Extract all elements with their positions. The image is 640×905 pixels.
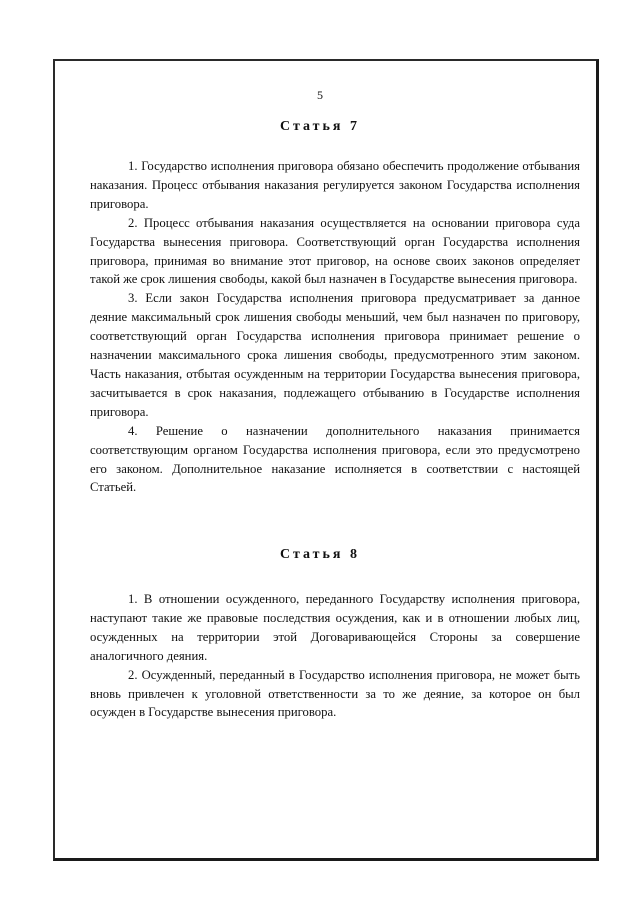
article-7-paragraph-4: 4. Решение о назначении дополнительного наказания принимается соответствующим органом Государства исполнения приговора, если это предусмотрено его законом. Дополнительное наказание исполняется в соответствии с настоящей Статьей. — [90, 423, 580, 495]
article-8-paragraph-1: 1. В отношении осужденного, переданного Государству исполнения приговора, наступают такие же правовые последствия осуждения, как и в отношении любых лиц, осужденных на территории этой Договаривающейся Стороны за совершение аналогичного деяния. — [90, 592, 580, 663]
article-7-paragraph-2: 2. Процесс отбывания наказания осуществляется на основании приговора суда Государства вынесения приговора. Соответствующий орган Государства исполнения приговора, принимая во внимание этот приговор, на основе своих законов определяет такой же срок лишения свободы, какой был назначен в Государстве вынесения приговора. — [90, 215, 580, 287]
article-7-paragraph-1: 1. Государство исполнения приговора обязано обеспечить продолжение отбывания наказания. Процесс отбывания наказания регулируется законом Государства исполнения приговора. — [90, 159, 580, 211]
article-7-body — [90, 157, 580, 497]
article-8-body — [90, 590, 580, 722]
article-7-paragraph-3: 3. Если закон Государства исполнения приговора предусматривает за данное деяние максимальный срок лишения свободы меньший, чем был назначен по приговору, соответствующий орган Государства исполнения приговора принимает решение о назначении максимального срока лишения свободы, предусмотренного этим законом. Часть наказания, отбытая осужденным на территории Государства вынесения приговора, засчитывается в срок наказания, подлежащего отбыванию в Государстве исполнения приговора. — [90, 291, 580, 419]
page-number: 5 — [317, 88, 323, 102]
article-8-heading: Статья 8 — [280, 547, 360, 562]
article-8-paragraph-2: 2. Осужденный, переданный в Государство исполнения приговора, не может быть вновь привлечен к уголовной ответственности за то же деяние, за которое он был осужден в Государстве вынесения приговора. — [90, 667, 580, 720]
article-7-heading: Статья 7 — [280, 119, 360, 134]
